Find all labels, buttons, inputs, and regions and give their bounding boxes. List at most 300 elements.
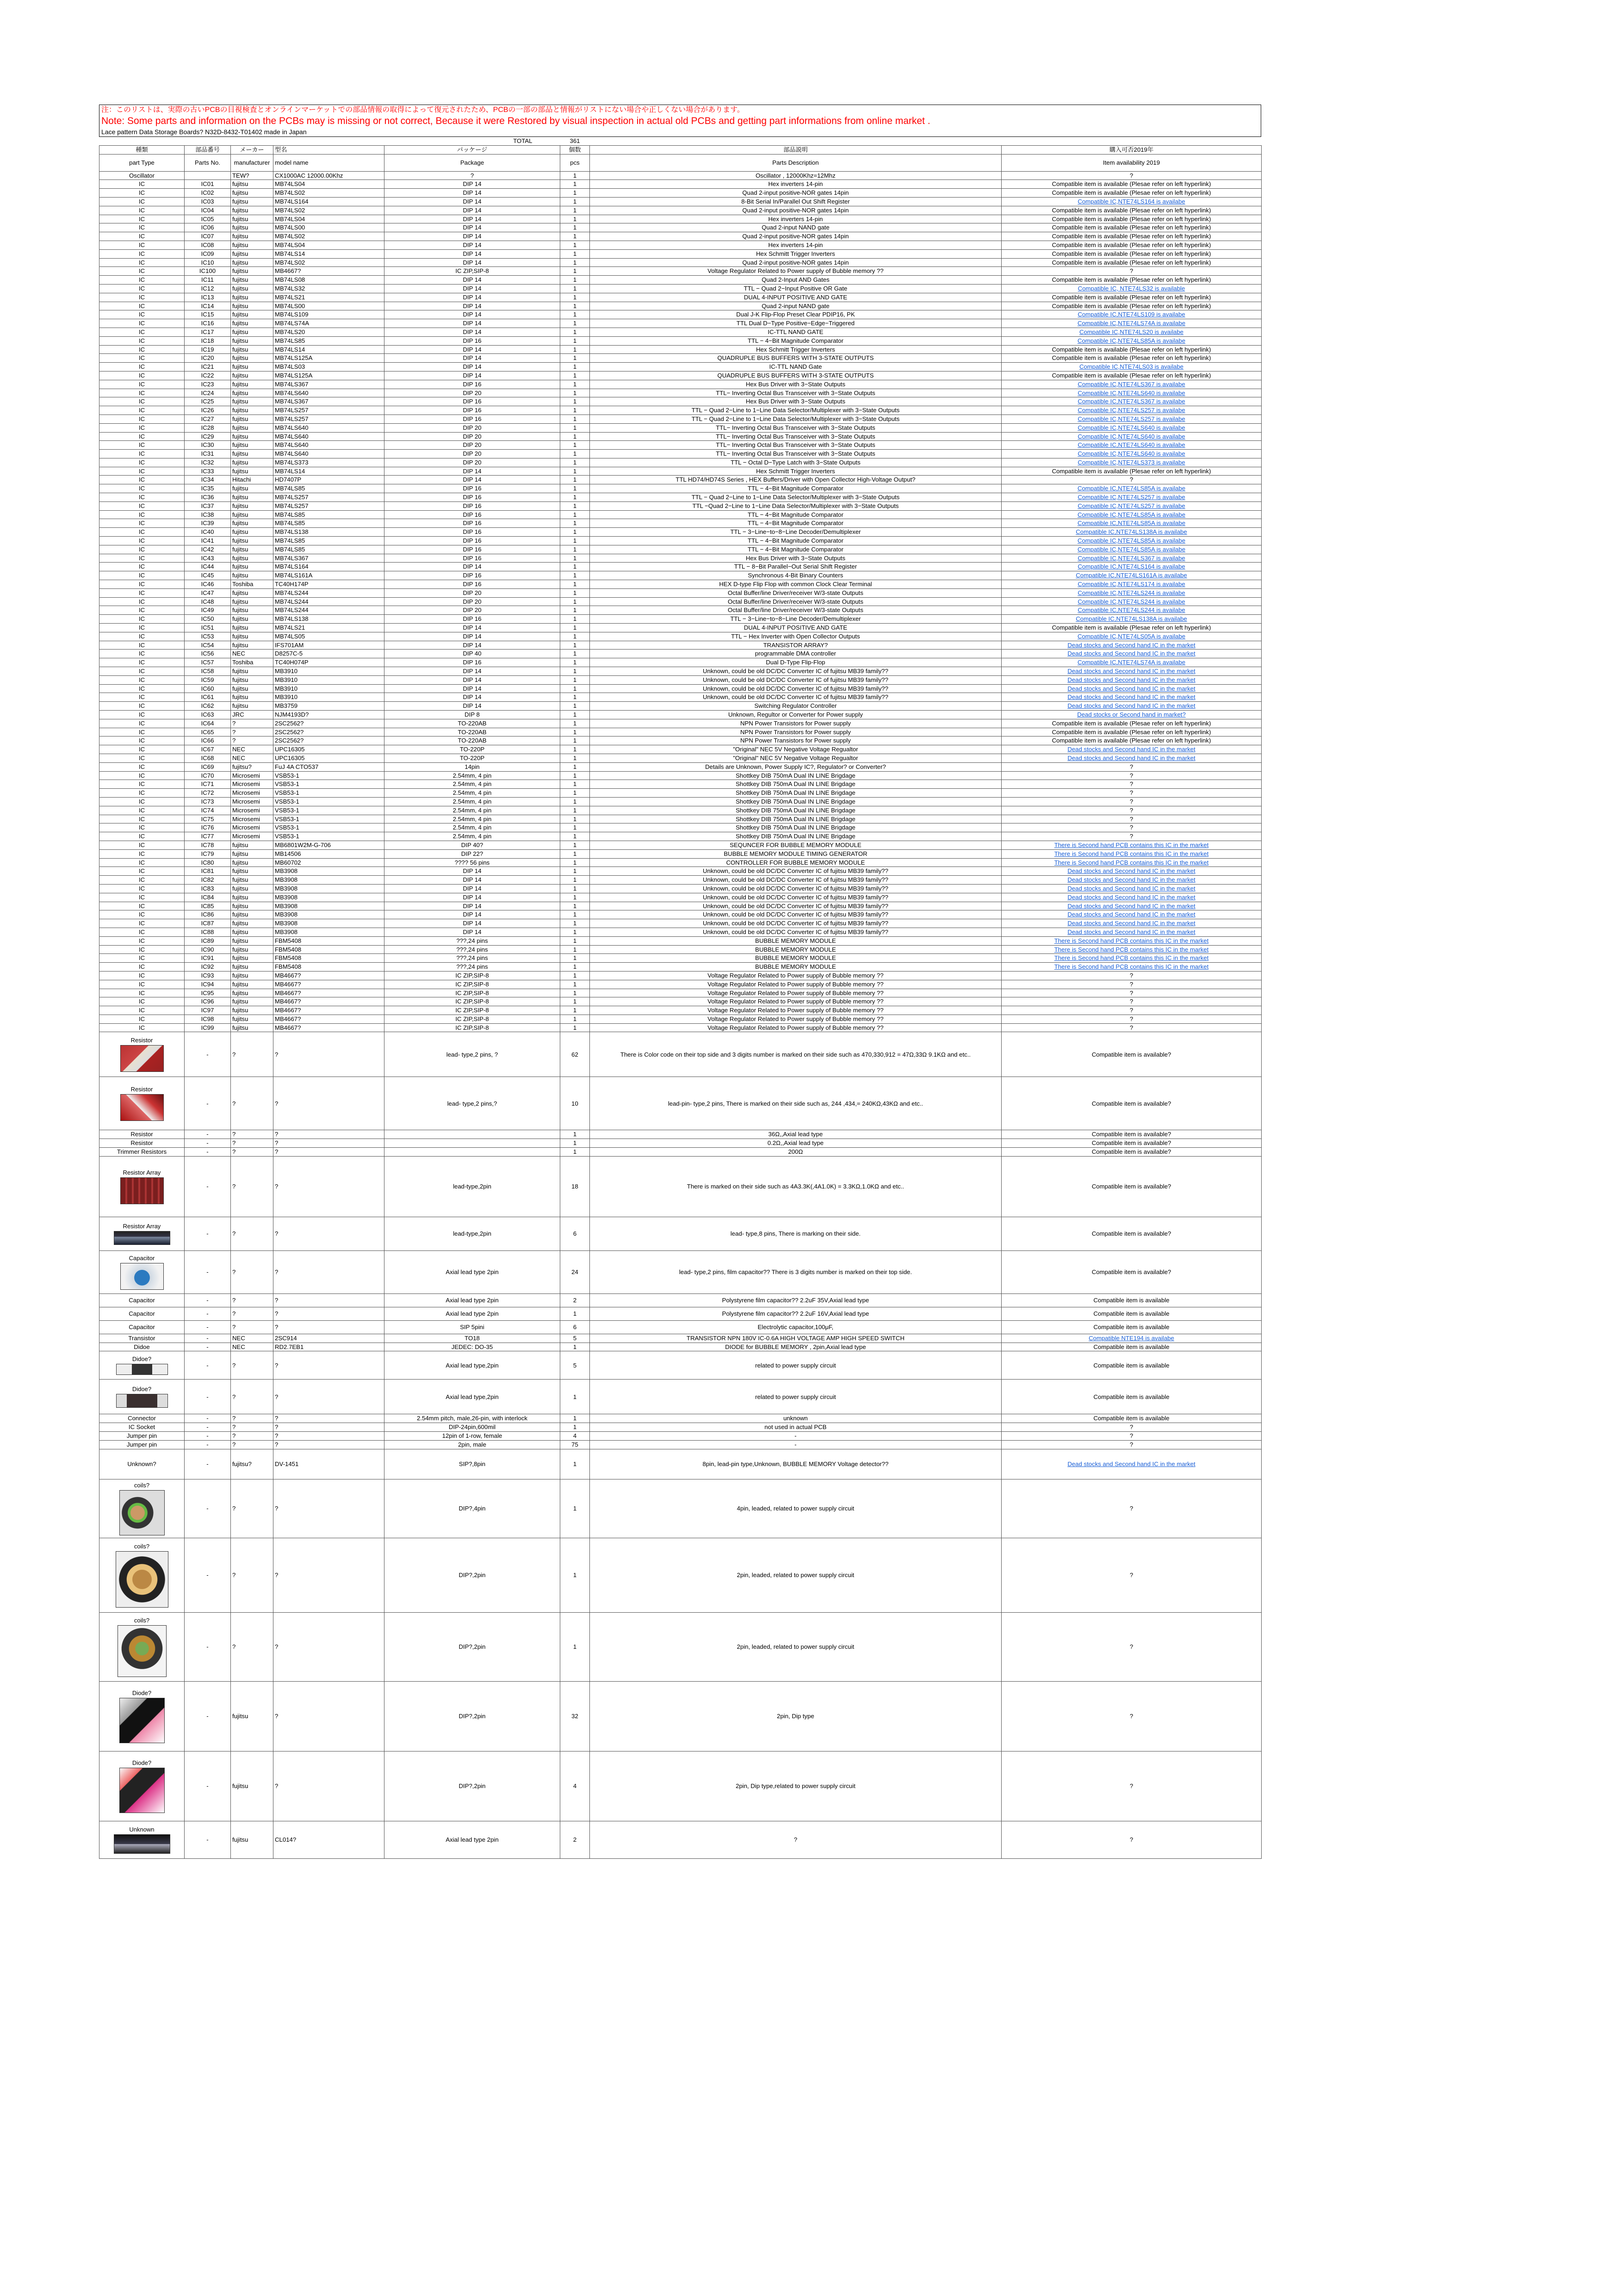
cell-desc: HEX D-type Flip Flop with common Clock Clear Terminal bbox=[590, 580, 1002, 589]
availability-link[interactable]: Compatible IC,NTE74LS257 is availabe bbox=[1078, 502, 1185, 509]
table-row bbox=[99, 954, 1262, 963]
part-type-with-photo bbox=[99, 1156, 185, 1217]
cell-type: IC bbox=[99, 588, 185, 597]
table-row bbox=[99, 650, 1262, 658]
cell-desc: Unknown, could be old DC/DC Converter IC of fujitsu MB39 family?? bbox=[590, 876, 1002, 885]
cell-no: IC86 bbox=[185, 910, 231, 919]
cell-pkg: 14pin bbox=[384, 762, 560, 771]
cell-pcs: 1 bbox=[560, 919, 590, 928]
availability-link[interactable]: Compatible IC,NTE74LS74A is availabe bbox=[1077, 659, 1186, 666]
cell-pkg: DIP 16 bbox=[384, 545, 560, 554]
cell-pcs: 1 bbox=[560, 1023, 590, 1032]
cell-mfr: ? bbox=[231, 1479, 273, 1538]
table-row bbox=[99, 675, 1262, 684]
header-en-desc: Parts Description bbox=[590, 154, 1002, 171]
cell-type: Unknown? bbox=[99, 1449, 185, 1479]
availability-link[interactable]: Dead stocks and Second hand IC in the market bbox=[1067, 1460, 1196, 1467]
cell-type: IC bbox=[99, 501, 185, 510]
cell-pcs: 1 bbox=[560, 823, 590, 832]
cell-type: IC bbox=[99, 1015, 185, 1023]
cell-mfr: fujitsu bbox=[231, 945, 273, 954]
cell-model: MB4667? bbox=[273, 1006, 384, 1015]
availability-link[interactable]: Compatible IC,NTE74LS367 is availabe bbox=[1078, 554, 1185, 562]
cell-mfr: fujitsu bbox=[231, 258, 273, 267]
cell-model: MB74LS640 bbox=[273, 441, 384, 450]
availability-link[interactable]: Compatible IC, NTE74LS32 is available bbox=[1078, 285, 1185, 292]
cell-type: IC bbox=[99, 910, 185, 919]
availability-link[interactable]: Compatible IC,NTE74LS20 is availabe bbox=[1079, 328, 1184, 335]
cell-pcs: 1 bbox=[560, 858, 590, 867]
cell-pcs: 24 bbox=[560, 1250, 590, 1293]
cell-type: IC bbox=[99, 884, 185, 893]
total-value: 361 bbox=[570, 137, 580, 144]
availability-cell bbox=[1002, 563, 1262, 571]
cell-no: IC34 bbox=[185, 476, 231, 484]
table-row bbox=[99, 754, 1262, 762]
cell-model: 2SC2562? bbox=[273, 719, 384, 728]
table-row bbox=[99, 1821, 1262, 1858]
cell-mfr: fujitsu bbox=[231, 989, 273, 997]
cell-model: MB14506 bbox=[273, 849, 384, 858]
cell-avail: ? bbox=[1002, 815, 1262, 823]
availability-link[interactable]: Compatible IC,NTE74LS373 is availabe bbox=[1078, 458, 1185, 466]
header-jp-mfr: メーカー bbox=[231, 145, 273, 154]
availability-link[interactable]: Dead stocks and Second hand IC in the market bbox=[1067, 693, 1196, 701]
cell-pcs: 4 bbox=[560, 1751, 590, 1821]
cell-no: - bbox=[185, 1293, 231, 1307]
availability-cell bbox=[1002, 501, 1262, 510]
cell-pkg: ???,24 pins bbox=[384, 945, 560, 954]
cell-pcs: 1 bbox=[560, 971, 590, 980]
cell-desc: Unknown, Regultor or Converter for Power supply bbox=[590, 711, 1002, 719]
table-row bbox=[99, 902, 1262, 910]
cell-mfr: fujitsu bbox=[231, 997, 273, 1006]
availability-link[interactable]: Dead stocks or Second hand in market? bbox=[1077, 711, 1186, 718]
cell-avail: ? bbox=[1002, 1681, 1262, 1751]
cell-model: FBM5408 bbox=[273, 954, 384, 963]
cell-pkg: DIP 14 bbox=[384, 223, 560, 232]
availability-link[interactable]: Compatible IC,NTE74LS257 is availabe bbox=[1078, 494, 1185, 501]
table-row bbox=[99, 1351, 1262, 1380]
cell-no: IC94 bbox=[185, 980, 231, 989]
cell-model: ? bbox=[273, 1440, 384, 1449]
availability-link[interactable]: Compatible IC,NTE74LS640 is availabe bbox=[1078, 441, 1185, 449]
cell-type: IC bbox=[99, 571, 185, 580]
cell-no: IC03 bbox=[185, 197, 231, 206]
cell-mfr: fujitsu bbox=[231, 702, 273, 711]
cell-pcs: 1 bbox=[560, 580, 590, 589]
cell-model: MB74LS00 bbox=[273, 302, 384, 310]
cell-mfr: fujitsu bbox=[231, 415, 273, 423]
cell-no: IC83 bbox=[185, 884, 231, 893]
availability-cell bbox=[1002, 319, 1262, 328]
availability-link[interactable]: Compatible IC,NTE74LS164 is availabe bbox=[1078, 563, 1185, 570]
availability-link[interactable]: Compatible IC,NTE74LS257 is availabe bbox=[1078, 407, 1185, 414]
cell-pkg: 2.54mm, 4 pin bbox=[384, 815, 560, 823]
header-row-en bbox=[99, 154, 1262, 171]
cell-desc: QUADRUPLE BUS BUFFERS WITH 3-STATE OUTPUTS bbox=[590, 371, 1002, 380]
availability-link[interactable]: Compatible IC,NTE74LS74A is availabe bbox=[1077, 320, 1186, 327]
table-row bbox=[99, 197, 1262, 206]
availability-link[interactable]: Compatible IC,NTE74LS05A is availabe bbox=[1077, 632, 1186, 640]
cell-type: IC bbox=[99, 328, 185, 336]
cell-mfr: fujitsu bbox=[231, 545, 273, 554]
cell-avail: Compatible item is available (Plesae refer on left hyperlink) bbox=[1002, 249, 1262, 258]
cell-pcs: 1 bbox=[560, 980, 590, 989]
cell-desc: Voltage Regulator Related to Power supply of Bubble memory ?? bbox=[590, 980, 1002, 989]
cell-pcs: 1 bbox=[560, 1307, 590, 1320]
availability-link[interactable]: Dead stocks and Second hand IC in the market bbox=[1067, 867, 1196, 875]
cell-mfr: fujitsu bbox=[231, 641, 273, 650]
cell-type: IC bbox=[99, 980, 185, 989]
cell-mfr: fujitsu bbox=[231, 363, 273, 371]
cell-model: ? bbox=[273, 1293, 384, 1307]
availability-link[interactable]: Dead stocks and Second hand IC in the market bbox=[1067, 676, 1196, 683]
cell-model: MB4667? bbox=[273, 1023, 384, 1032]
availability-link[interactable]: Dead stocks and Second hand IC in the market bbox=[1067, 928, 1196, 935]
availability-link[interactable]: Dead stocks and Second hand IC in the market bbox=[1067, 702, 1196, 710]
cell-pcs: 1 bbox=[560, 441, 590, 450]
availability-link[interactable]: There is Second hand PCB contains this IC in the market bbox=[1054, 859, 1209, 866]
cell-mfr: fujitsu bbox=[231, 841, 273, 849]
cell-no: - bbox=[185, 1449, 231, 1479]
cell-model: ? bbox=[273, 1130, 384, 1139]
cell-type: IC bbox=[99, 249, 185, 258]
cell-mfr: fujitsu bbox=[231, 902, 273, 910]
cell-pcs: 1 bbox=[560, 702, 590, 711]
cell-pcs: 1 bbox=[560, 606, 590, 615]
availability-link[interactable]: Dead stocks and Second hand IC in the market bbox=[1067, 668, 1196, 675]
cell-desc: Voltage Regulator Related to Power supply of Bubble memory ?? bbox=[590, 267, 1002, 276]
cell-pcs: 1 bbox=[560, 928, 590, 936]
cell-pkg bbox=[384, 1139, 560, 1148]
cell-pcs: 1 bbox=[560, 423, 590, 432]
availability-link[interactable]: Compatible IC,NTE74LS03 is availabe bbox=[1079, 363, 1184, 371]
cell-type: IC bbox=[99, 849, 185, 858]
availability-cell bbox=[1002, 954, 1262, 963]
availability-link[interactable]: Compatible IC,NTE74LS85A is availabe bbox=[1077, 511, 1186, 518]
availability-cell bbox=[1002, 545, 1262, 554]
cell-type: IC bbox=[99, 276, 185, 285]
cell-model: MB3910 bbox=[273, 675, 384, 684]
cell-no: IC92 bbox=[185, 963, 231, 972]
cell-type: IC bbox=[99, 458, 185, 467]
cell-desc: Quad 2-input NAND gate bbox=[590, 223, 1002, 232]
cell-mfr: fujitsu bbox=[231, 963, 273, 972]
availability-link[interactable]: Compatible IC,NTE74LS244 is availabe bbox=[1078, 606, 1185, 614]
cell-model: MB74LS244 bbox=[273, 606, 384, 615]
cell-model: RD2.7EB1 bbox=[273, 1343, 384, 1351]
cell-model: MB74LS85 bbox=[273, 519, 384, 528]
availability-link[interactable]: There is Second hand PCB contains this IC in the market bbox=[1054, 963, 1209, 971]
cell-no: IC98 bbox=[185, 1015, 231, 1023]
cell-no: IC17 bbox=[185, 328, 231, 336]
cell-pkg: IC ZIP,SIP-8 bbox=[384, 267, 560, 276]
cell-no: IC82 bbox=[185, 876, 231, 885]
availability-link[interactable]: Compatible IC,NTE74LS244 is availabe bbox=[1078, 589, 1185, 596]
cell-pcs: 1 bbox=[560, 876, 590, 885]
cell-pkg: SIP?,8pin bbox=[384, 1449, 560, 1479]
availability-link[interactable]: There is Second hand PCB contains this IC in the market bbox=[1054, 850, 1209, 857]
table-row bbox=[99, 597, 1262, 606]
cell-model: MB3910 bbox=[273, 693, 384, 702]
cell-model: MB74LS32 bbox=[273, 284, 384, 293]
cell-type: IC bbox=[99, 258, 185, 267]
availability-cell bbox=[1002, 310, 1262, 319]
part-type-with-photo bbox=[99, 1681, 185, 1751]
cell-mfr: fujitsu bbox=[231, 493, 273, 502]
availability-link[interactable]: Compatible IC,NTE74LS367 is availabe bbox=[1078, 398, 1185, 405]
availability-link[interactable]: Compatible IC,NTE74LS640 is availabe bbox=[1078, 389, 1185, 396]
cell-mfr: ? bbox=[231, 1307, 273, 1320]
availability-link[interactable]: Dead stocks and Second hand IC in the market bbox=[1067, 746, 1196, 753]
table-row bbox=[99, 884, 1262, 893]
cell-desc: Voltage Regulator Related to Power supply of Bubble memory ?? bbox=[590, 1023, 1002, 1032]
cell-mfr: fujitsu bbox=[231, 189, 273, 198]
cell-desc: TTL− Inverting Octal Bus Transceiver with 3−State Outputs bbox=[590, 432, 1002, 441]
cell-pkg: lead-type,2pin bbox=[384, 1156, 560, 1217]
table-row bbox=[99, 971, 1262, 980]
cell-model: D8257C-5 bbox=[273, 650, 384, 658]
part-type: Didoe? bbox=[132, 1355, 152, 1363]
cell-model: ? bbox=[273, 1423, 384, 1432]
availability-link[interactable]: Dead stocks and Second hand IC in the market bbox=[1067, 920, 1196, 927]
cell-pcs: 1 bbox=[560, 963, 590, 972]
availability-link[interactable]: Compatible IC,NTE74LS640 is availabe bbox=[1078, 424, 1185, 431]
cell-desc: Shottkey DIB 750mA Dual IN LINE Brigdage bbox=[590, 806, 1002, 815]
availability-link[interactable]: There is Second hand PCB contains this IC in the market bbox=[1054, 841, 1209, 848]
availability-link[interactable]: Compatible IC,NTE74LS138A is availabe bbox=[1076, 528, 1187, 536]
cell-desc: TTL − 4−Bit Magnitude Comparator bbox=[590, 545, 1002, 554]
cell-mfr: fujitsu bbox=[231, 936, 273, 945]
cell-type: IC bbox=[99, 919, 185, 928]
cell-pkg: Axial lead type 2pin bbox=[384, 1307, 560, 1320]
cell-no: IC89 bbox=[185, 936, 231, 945]
availability-link[interactable]: Dead stocks and Second hand IC in the market bbox=[1067, 893, 1196, 901]
availability-link[interactable]: Compatible IC,NTE74LS164 is availabe bbox=[1078, 198, 1185, 205]
cell-model: DV-1451 bbox=[273, 1449, 384, 1479]
cell-mfr: fujitsu bbox=[231, 684, 273, 693]
part-photo bbox=[120, 1045, 164, 1072]
cell-type: IC bbox=[99, 232, 185, 241]
availability-cell bbox=[1002, 702, 1262, 711]
availability-cell bbox=[1002, 867, 1262, 876]
table-row bbox=[99, 849, 1262, 858]
availability-link[interactable]: There is Second hand PCB contains this IC in the market bbox=[1054, 946, 1209, 953]
cell-type: IC bbox=[99, 632, 185, 641]
cell-no: IC60 bbox=[185, 684, 231, 693]
table-row bbox=[99, 467, 1262, 476]
cell-pkg: DIP 20 bbox=[384, 389, 560, 397]
table-row bbox=[99, 1423, 1262, 1432]
availability-link[interactable]: Compatible IC,NTE74LS85A is availabe bbox=[1077, 485, 1186, 492]
cell-desc: "Original" NEC 5V Negative Voltage Regualtor bbox=[590, 754, 1002, 762]
table-row bbox=[99, 867, 1262, 876]
cell-pkg: DIP 14 bbox=[384, 276, 560, 285]
cell-type: IC bbox=[99, 936, 185, 945]
cell-desc: NPN Power Transistors for Power supply bbox=[590, 719, 1002, 728]
cell-no: - bbox=[185, 1423, 231, 1432]
cell-mfr: fujitsu bbox=[231, 501, 273, 510]
cell-model: ? bbox=[273, 1681, 384, 1751]
availability-link[interactable]: Compatible IC,NTE74LS85A is availabe bbox=[1077, 520, 1186, 527]
cell-no: IC79 bbox=[185, 849, 231, 858]
availability-cell bbox=[1002, 658, 1262, 667]
table-row bbox=[99, 588, 1262, 597]
cell-pcs: 1 bbox=[560, 336, 590, 345]
availability-link[interactable]: Compatible IC,NTE74LS161A is availabe bbox=[1076, 572, 1187, 579]
availability-link[interactable]: Compatible IC,NTE74LS244 is availabe bbox=[1078, 598, 1185, 605]
cell-model: CX1000AC 12000.00Khz bbox=[273, 171, 384, 180]
cell-pcs: 1 bbox=[560, 519, 590, 528]
table-row bbox=[99, 458, 1262, 467]
cell-no: IC74 bbox=[185, 806, 231, 815]
table-row bbox=[99, 1320, 1262, 1334]
cell-avail: ? bbox=[1002, 980, 1262, 989]
cell-no: IC45 bbox=[185, 571, 231, 580]
availability-cell bbox=[1002, 893, 1262, 902]
cell-model: MB3910 bbox=[273, 667, 384, 676]
header-en-type: part Type bbox=[99, 154, 185, 171]
cell-pcs: 1 bbox=[560, 1006, 590, 1015]
table-row bbox=[99, 762, 1262, 771]
cell-pkg: DIP 14 bbox=[384, 302, 560, 310]
cell-avail: Compatible item is available? bbox=[1002, 1148, 1262, 1157]
cell-pkg: IC ZIP,SIP-8 bbox=[384, 971, 560, 980]
cell-model: MB74LS02 bbox=[273, 189, 384, 198]
cell-mfr: fujitsu bbox=[231, 893, 273, 902]
cell-mfr: fujitsu bbox=[231, 458, 273, 467]
cell-no: IC51 bbox=[185, 624, 231, 632]
availability-link[interactable]: Compatible IC,NTE74LS85A is availabe bbox=[1077, 337, 1186, 344]
cell-desc: Unknown, could be old DC/DC Converter IC of fujitsu MB39 family?? bbox=[590, 867, 1002, 876]
cell-avail: Compatible item is available (Plesae refer on left hyperlink) bbox=[1002, 241, 1262, 249]
cell-model: MB74LS85 bbox=[273, 510, 384, 519]
cell-pkg: DIP 20 bbox=[384, 423, 560, 432]
availability-link[interactable]: There is Second hand PCB contains this IC in the market bbox=[1054, 954, 1209, 962]
cell-desc: Unknown, could be old DC/DC Converter IC of fujitsu MB39 family?? bbox=[590, 928, 1002, 936]
cell-mfr: Microsemi bbox=[231, 771, 273, 780]
availability-link[interactable]: Compatible IC,NTE74LS85A is availabe bbox=[1077, 545, 1186, 553]
availability-link[interactable]: Compatible NTE194 is availabe bbox=[1089, 1334, 1174, 1342]
availability-link[interactable]: Compatible IC,NTE74LS85A is availabe bbox=[1077, 537, 1186, 545]
cell-pcs: 1 bbox=[560, 397, 590, 406]
cell-type: IC bbox=[99, 554, 185, 563]
availability-cell bbox=[1002, 745, 1262, 754]
cell-pkg: SIP 5pini bbox=[384, 1320, 560, 1334]
cell-desc: Hex Schmitt Trigger Inverters bbox=[590, 345, 1002, 354]
cell-avail: Compatible item is available? bbox=[1002, 1139, 1262, 1148]
cell-avail: ? bbox=[1002, 1440, 1262, 1449]
cell-model: MB74LS138 bbox=[273, 615, 384, 624]
cell-type: IC bbox=[99, 241, 185, 249]
cell-mfr: ? bbox=[231, 1130, 273, 1139]
cell-no: IC99 bbox=[185, 1023, 231, 1032]
availability-link[interactable]: Dead stocks and Second hand IC in the market bbox=[1067, 641, 1196, 649]
availability-link[interactable]: Dead stocks and Second hand IC in the market bbox=[1067, 685, 1196, 692]
cell-avail: Compatible item is available? bbox=[1002, 1250, 1262, 1293]
cell-avail: Compatible item is available (Plesae refer on left hyperlink) bbox=[1002, 467, 1262, 476]
part-type-with-photo bbox=[99, 1538, 185, 1612]
table-row bbox=[99, 1139, 1262, 1148]
cell-pkg: DIP 14 bbox=[384, 258, 560, 267]
cell-model: ? bbox=[273, 1538, 384, 1612]
cell-model: MB74LS85 bbox=[273, 537, 384, 545]
cell-pkg: TO-220AB bbox=[384, 728, 560, 736]
part-photo bbox=[114, 1834, 170, 1854]
cell-pkg: Axial lead type 2pin bbox=[384, 1293, 560, 1307]
cell-desc: TTL − Quad 2−Line to 1−Line Data Selector/Multiplexer with 3−State Outputs bbox=[590, 493, 1002, 502]
availability-link[interactable]: Dead stocks and Second hand IC in the market bbox=[1067, 902, 1196, 910]
cell-pkg: ???,24 pins bbox=[384, 963, 560, 972]
cell-desc: TTL − Hex Inverter with Open Collector Outputs bbox=[590, 632, 1002, 641]
cell-type: IC bbox=[99, 780, 185, 789]
availability-link[interactable]: Compatible IC,NTE74LS174 is availabe bbox=[1078, 581, 1185, 588]
availability-link[interactable]: Compatible IC,NTE74LS257 is availabe bbox=[1078, 415, 1185, 422]
availability-link[interactable]: Compatible IC,NTE74LS640 is availabe bbox=[1078, 450, 1185, 458]
availability-cell bbox=[1002, 363, 1262, 371]
table-row bbox=[99, 1217, 1262, 1250]
table-row bbox=[99, 945, 1262, 954]
table-row bbox=[99, 815, 1262, 823]
cell-pcs: 1 bbox=[560, 171, 590, 180]
cell-desc: Unknown, could be old DC/DC Converter IC of fujitsu MB39 family?? bbox=[590, 910, 1002, 919]
cell-mfr: fujitsu bbox=[231, 328, 273, 336]
cell-no: - bbox=[185, 1681, 231, 1751]
part-type-with-photo bbox=[99, 1217, 185, 1250]
table-row bbox=[99, 1538, 1262, 1612]
cell-pkg bbox=[384, 1130, 560, 1139]
cell-no bbox=[185, 171, 231, 180]
part-type: Didoe? bbox=[132, 1386, 152, 1393]
cell-model: MB74LS02 bbox=[273, 206, 384, 215]
cell-desc: TTL − 4−Bit Magnitude Comparator bbox=[590, 519, 1002, 528]
cell-pcs: 1 bbox=[560, 841, 590, 849]
availability-link[interactable]: There is Second hand PCB contains this IC in the market bbox=[1054, 937, 1209, 944]
availability-link[interactable]: Compatible IC,NTE74LS138A is availabe bbox=[1076, 615, 1187, 623]
availability-link[interactable]: Dead stocks and Second hand IC in the market bbox=[1067, 911, 1196, 918]
availability-link[interactable]: Compatible IC,NTE74LS367 is availabe bbox=[1078, 380, 1185, 388]
availability-link[interactable]: Compatible IC,NTE74LS640 is availabe bbox=[1078, 433, 1185, 440]
cell-avail: ? bbox=[1002, 1538, 1262, 1612]
availability-cell bbox=[1002, 519, 1262, 528]
table-row bbox=[99, 336, 1262, 345]
cell-type: IC bbox=[99, 302, 185, 310]
availability-link[interactable]: Dead stocks and Second hand IC in the market bbox=[1067, 754, 1196, 761]
availability-cell bbox=[1002, 588, 1262, 597]
cell-desc: related to power supply circuit bbox=[590, 1380, 1002, 1414]
cell-type: Didoe bbox=[99, 1343, 185, 1351]
cell-no: IC10 bbox=[185, 258, 231, 267]
availability-link[interactable]: Dead stocks and Second hand IC in the market bbox=[1067, 650, 1196, 657]
table-row bbox=[99, 232, 1262, 241]
cell-type: IC bbox=[99, 371, 185, 380]
table-row bbox=[99, 823, 1262, 832]
cell-desc: Quad 2-Input AND Gates bbox=[590, 276, 1002, 285]
cell-type: IC bbox=[99, 284, 185, 293]
availability-link[interactable]: Compatible IC,NTE74LS109 is availabe bbox=[1078, 311, 1185, 318]
cell-model: MB74LS640 bbox=[273, 450, 384, 458]
cell-desc: Hex Bus Driver with 3−State Outputs bbox=[590, 380, 1002, 389]
availability-cell bbox=[1002, 397, 1262, 406]
cell-no: IC18 bbox=[185, 336, 231, 345]
header-en-mfr: manufacturer bbox=[231, 154, 273, 171]
availability-link[interactable]: Dead stocks and Second hand IC in the market bbox=[1067, 876, 1196, 884]
availability-link[interactable]: Dead stocks and Second hand IC in the market bbox=[1067, 885, 1196, 892]
table-row bbox=[99, 1751, 1262, 1821]
cell-model: MB3759 bbox=[273, 702, 384, 711]
cell-desc: "Original" NEC 5V Negative Voltage Regualtor bbox=[590, 745, 1002, 754]
